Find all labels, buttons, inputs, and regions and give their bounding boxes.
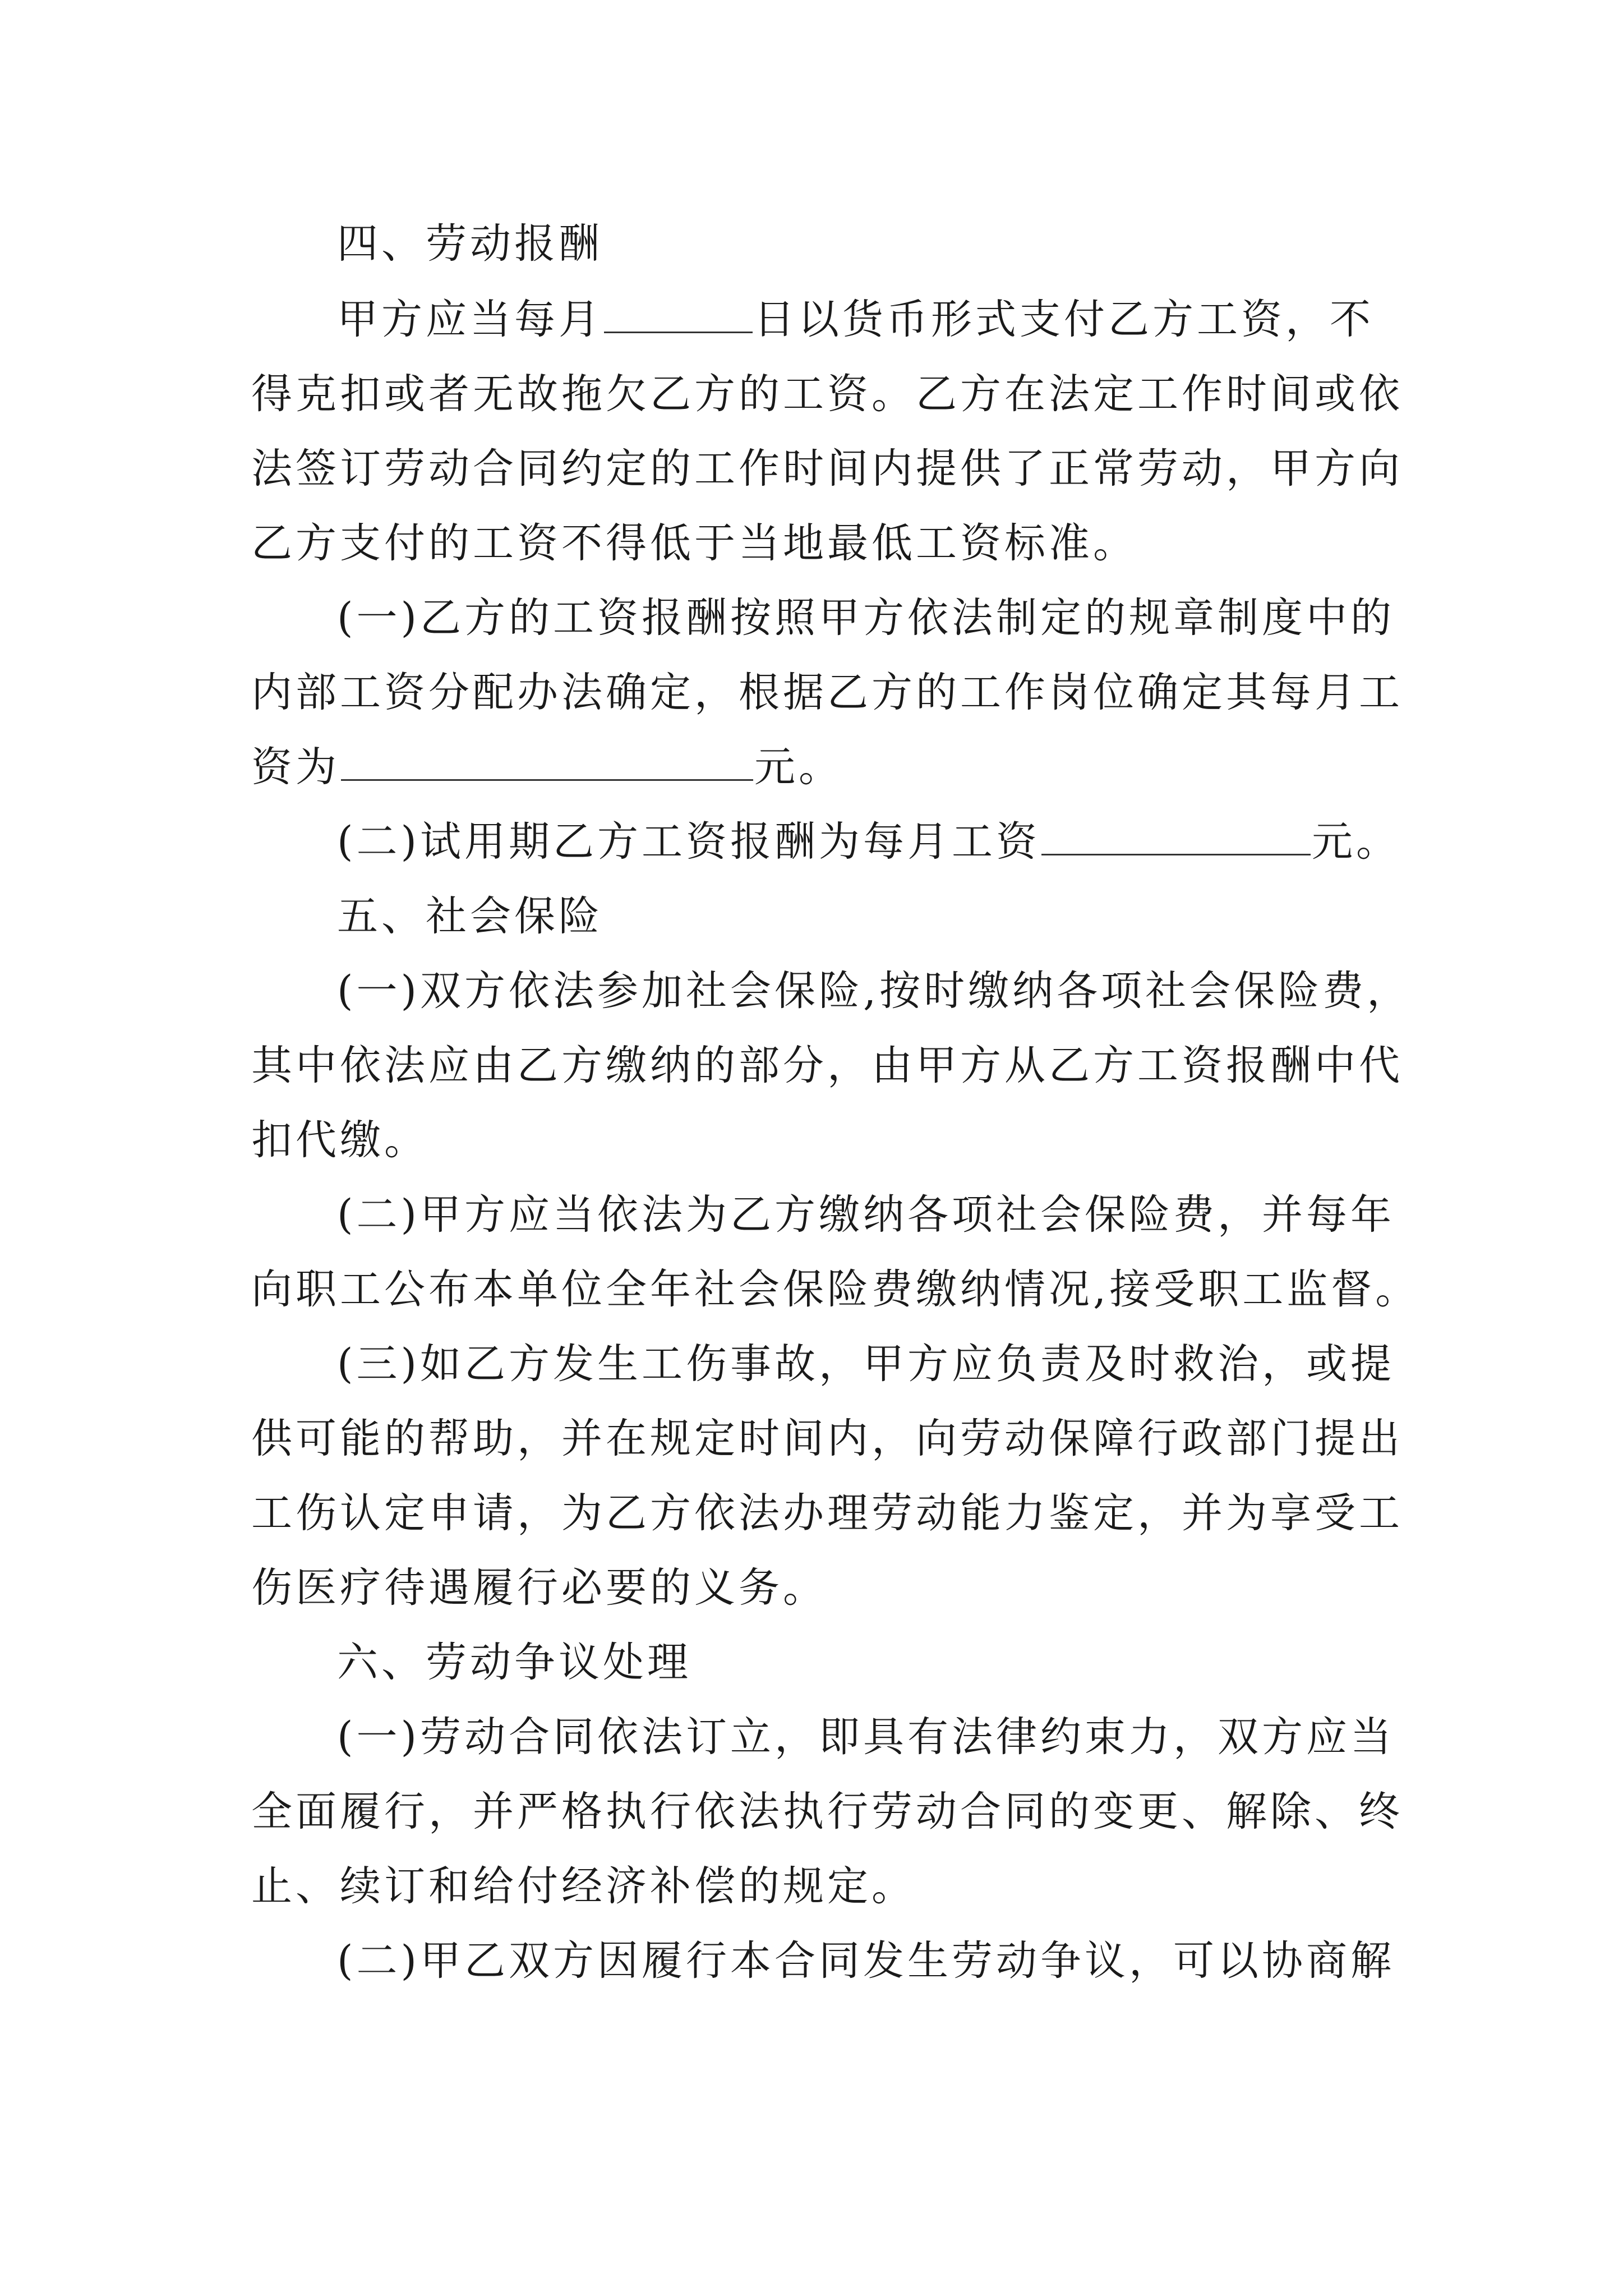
paragraph-line: 工伤认定申请，为乙方依法办理劳动能力鉴定，并为享受工 bbox=[251, 1489, 1403, 1537]
clause-4-1: (一)乙方的工资报酬按照甲方依法制定的规章制度中的 bbox=[337, 594, 1395, 642]
paragraph-line: 乙方支付的工资不得低于当地最低工资标准。 bbox=[251, 519, 1137, 567]
clause-4-2: (二)试用期乙方工资报酬为每月工资 元。 bbox=[337, 818, 1400, 866]
paragraph-line: 伤医疗待遇履行必要的义务。 bbox=[251, 1564, 827, 1612]
paragraph-line: 内部工资分配办法确定，根据乙方的工作岗位确定其每月工 bbox=[251, 669, 1403, 716]
paragraph-line: 法签订劳动合同约定的工作时间内提供了正常劳动，甲方向 bbox=[251, 445, 1403, 493]
clause-5-2: (二)甲方应当依法为乙方缴纳各项社会保险费，并每年 bbox=[337, 1191, 1395, 1239]
fill-blank-monthly-salary[interactable] bbox=[341, 746, 753, 781]
fill-blank-probation-salary[interactable] bbox=[1041, 820, 1311, 855]
paragraph-line: 向职工公布本单位全年社会保险费缴纳情况,接受职工监督。 bbox=[251, 1266, 1420, 1313]
clause-6-1: (一)劳动合同依法订立，即具有法律约束力，双方应当 bbox=[337, 1713, 1395, 1761]
section-heading-6: 六、劳动争议处理 bbox=[337, 1639, 691, 1686]
clause-6-2: (二)甲乙双方因履行本合同发生劳动争议，可以协商解 bbox=[337, 1937, 1395, 1985]
paragraph-line: 供可能的帮助，并在规定时间内，向劳动保障行政部门提出 bbox=[251, 1415, 1403, 1462]
clause-5-3: (三)如乙方发生工伤事故，甲方应负责及时救治，或提 bbox=[337, 1340, 1395, 1388]
paragraph-line: 其中依法应由乙方缴纳的部分，由甲方从乙方工资报酬中代 bbox=[251, 1042, 1403, 1089]
paragraph-line: 扣代缴。 bbox=[251, 1116, 428, 1164]
clause-5-1: (一)双方依法参加社会保险,按时缴纳各项社会保险费， bbox=[337, 967, 1412, 1015]
paragraph-line: 止、续订和给付经济补偿的规定。 bbox=[251, 1862, 916, 1910]
fill-blank-day[interactable] bbox=[604, 298, 753, 333]
paragraph-line: 甲方应当每月 日以货币形式支付乙方工资，不 bbox=[337, 296, 1374, 343]
section-heading-4: 四、劳动报酬 bbox=[337, 220, 603, 268]
section-heading-5: 五、社会保险 bbox=[337, 892, 603, 940]
paragraph-line: 全面履行，并严格执行依法执行劳动合同的变更、解除、终 bbox=[251, 1788, 1403, 1835]
paragraph-line: 资为 元。 bbox=[251, 743, 843, 791]
paragraph-line: 得克扣或者无故拖欠乙方的工资。乙方在法定工作时间或依 bbox=[251, 370, 1403, 418]
